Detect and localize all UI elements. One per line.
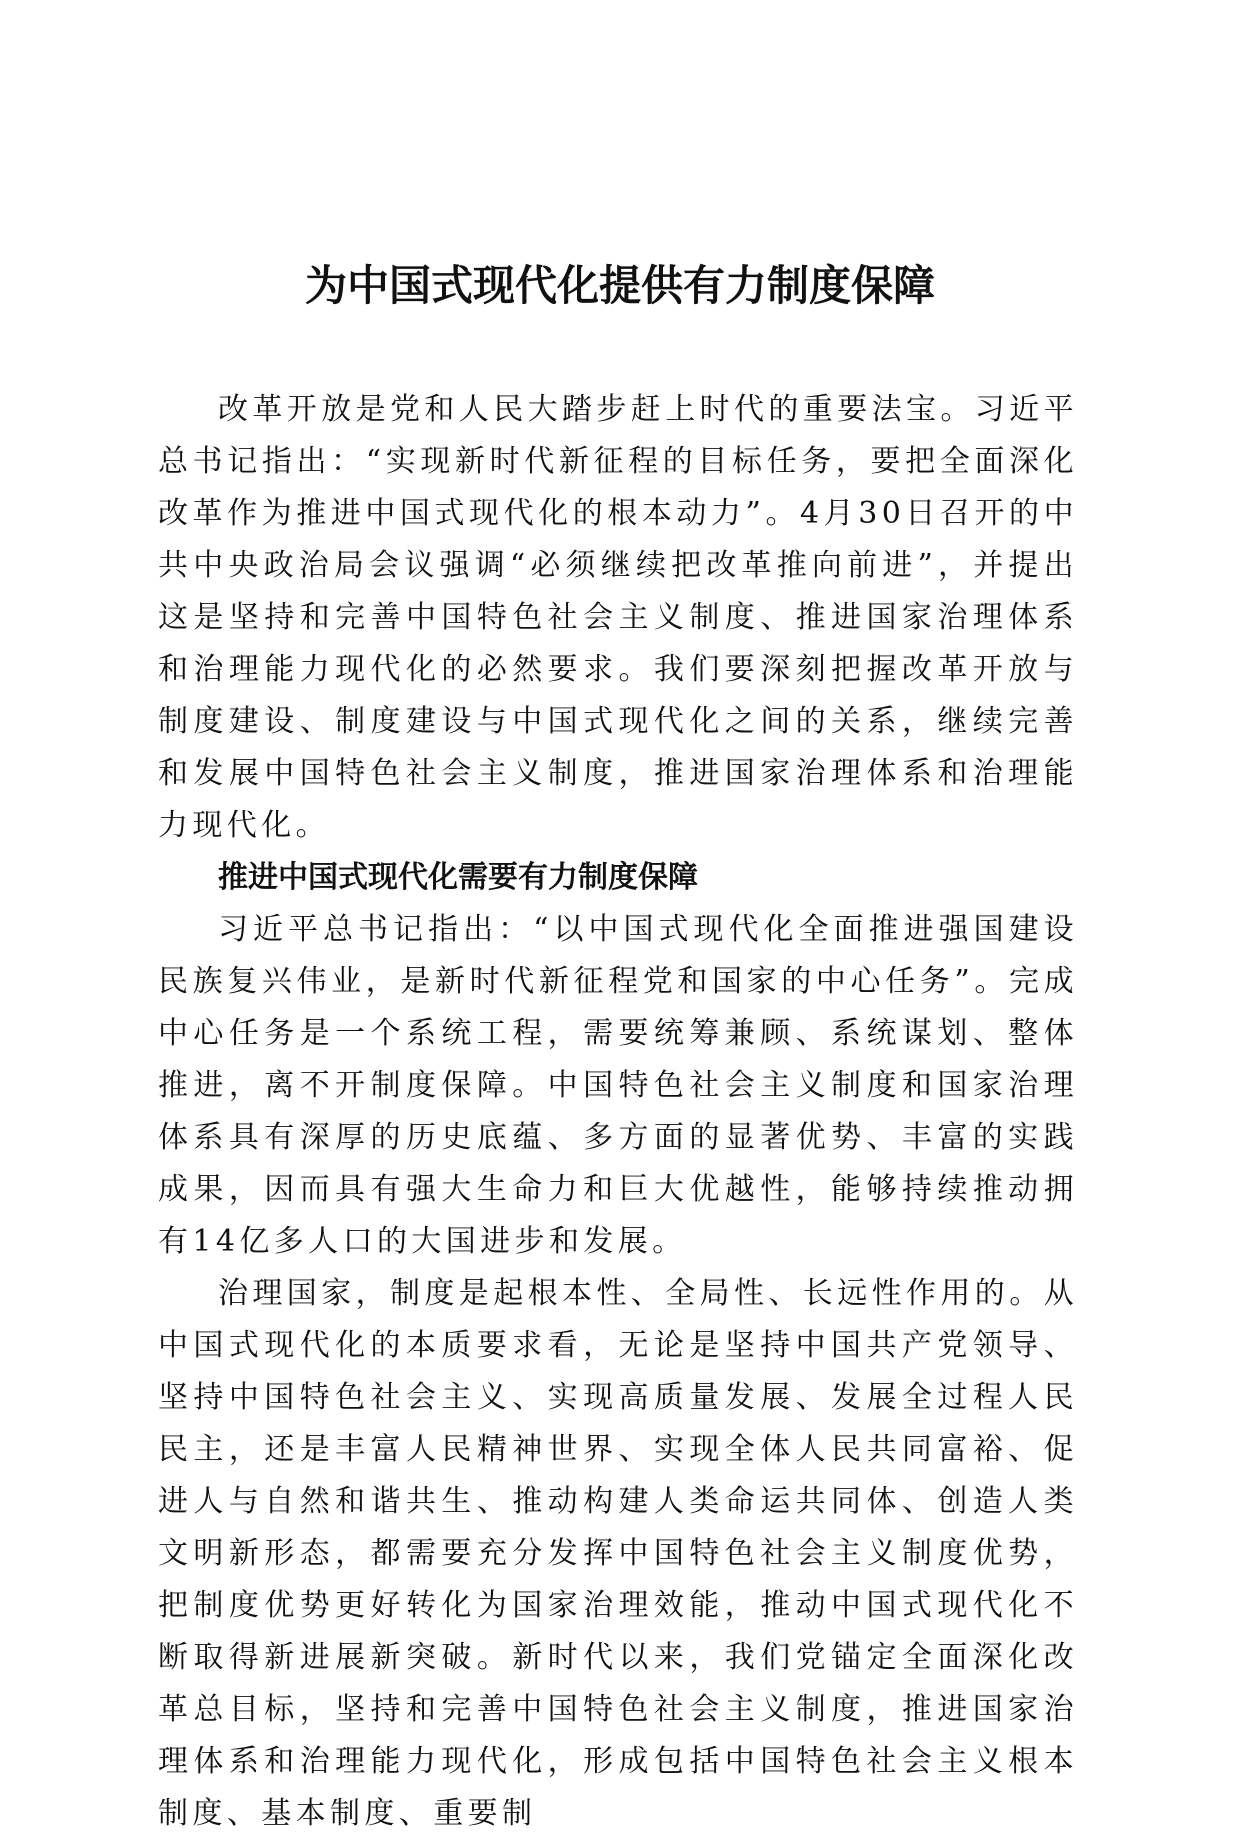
section-heading: 推进中国式现代化需要有力制度保障	[218, 860, 698, 895]
paragraph-central-task: 习近平总书记指出：“以中国式现代化全面推进强国建设民族复兴伟业，是新时代新征程党和国家的中心任务”。完成中心任务是一个系统工程，需要统筹兼顾、系统谋划、整体推进，离不开制度保障。中国特色社会主义制度和国家治理体系具有深厚的历史底蕴、多方面的显著优势、丰富的实践成果，因而具有强大生命力和巨大优越性，能够持续推动拥有14亿多人口的大国进步和发展。	[158, 912, 1078, 1259]
paragraph-intro: 改革开放是党和人民大踏步赶上时代的重要法宝。习近平总书记指出：“实现新时代新征程的目标任务，要把全面深化改革作为推进中国式现代化的根本动力”。4月30日召开的中共中央政治局会议强调“必须继续把改革推向前进”，并提出这是坚持和完善中国特色社会主义制度、推进国家治理体系和治理能力现代化的必然要求。我们要深刻把握改革开放与制度建设、制度建设与中国式现代化之间的关系，继续完善和发展中国特色社会主义制度，推进国家治理体系和治理能力现代化。	[158, 392, 1078, 843]
paragraph-governance: 治理国家，制度是起根本性、全局性、长远性作用的。从中国式现代化的本质要求看，无论是坚持中国共产党领导、坚持中国特色社会主义、实现高质量发展、发展全过程人民民主，还是丰富人民精神世界、实现全体人民共同富裕、促进人与自然和谐共生、推动构建人类命运共同体、创造人类文明新形态，都需要充分发挥中国特色社会主义制度优势，把制度优势更好转化为国家治理效能，推动中国式现代化不断取得新进展新突破。新时代以来，我们党锚定全面深化改革总目标，坚持和完善中国特色社会主义制度，推进国家治理体系和治理能力现代化，形成包括中国特色社会主义根本制度、基本制度、重要制	[158, 1276, 1078, 1831]
document-body	[158, 384, 1078, 1840]
document-title: 为中国式现代化提供有力制度保障	[304, 261, 935, 310]
